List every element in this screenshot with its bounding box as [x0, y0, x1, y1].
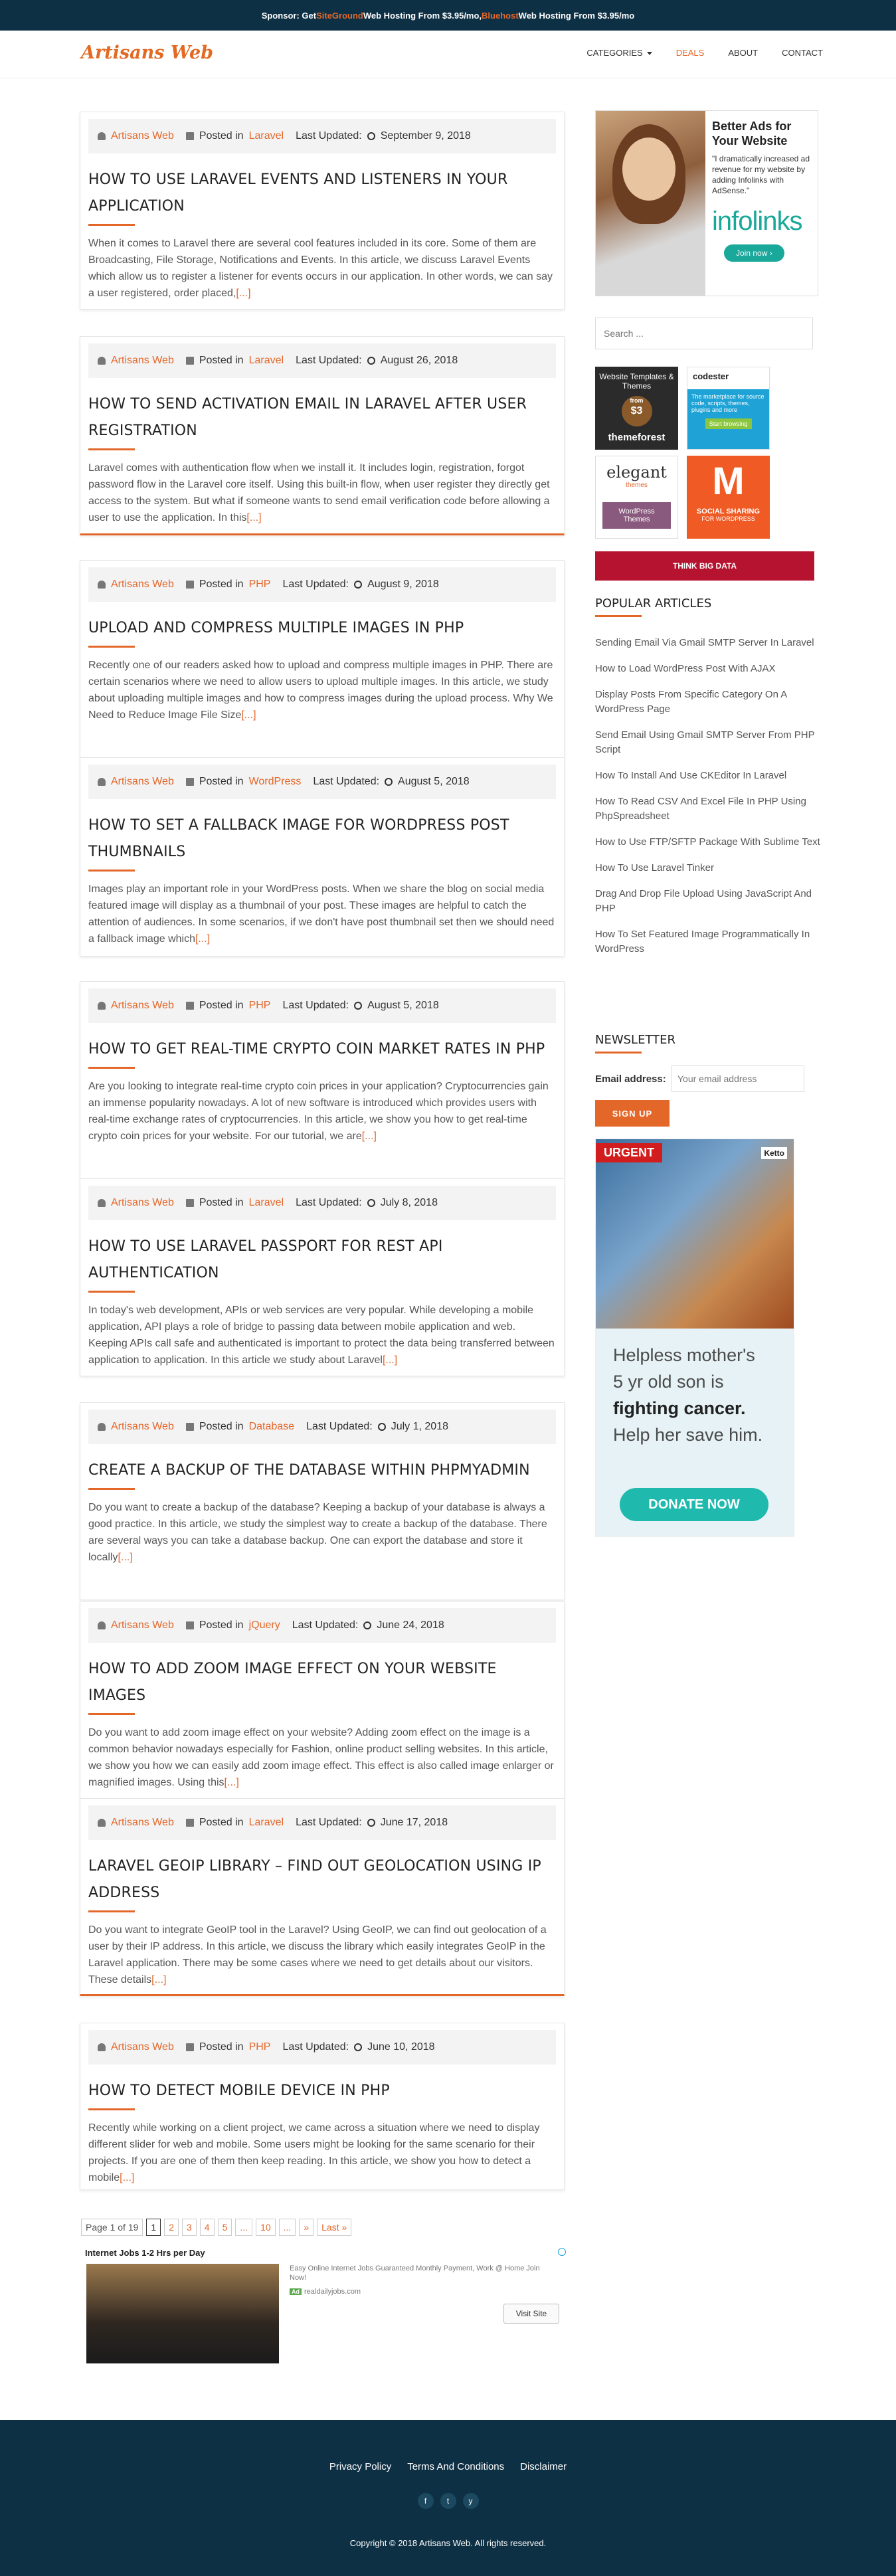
nav-deals[interactable]: DEALS: [675, 48, 705, 58]
post-title[interactable]: UPLOAD AND COMPRESS MULTIPLE IMAGES IN PHP: [88, 620, 464, 636]
post-card: [80, 1798, 565, 1996]
post-meta: [88, 119, 556, 153]
last-updated-label: Last Updated:: [292, 1619, 359, 1631]
sponsor-bar: [0, 0, 896, 31]
post-card: [80, 1601, 565, 1799]
post-date: August 5, 2018: [367, 1000, 439, 1011]
price-coin: [622, 396, 652, 426]
post-meta: [88, 1608, 556, 1643]
post-excerpt-text: Recently while working on a client project, we came across a situation where we need to display different slider for web and mobile. Some users might be looking for the same scenario for their projects. If you are one of them then keep reading. In this article, we show you how to detect a mobile: [88, 2122, 540, 2183]
copyright: Copyright © 2018 Artisans Web. All rights reserved.: [349, 2538, 547, 2548]
page-info: Page 1 of 19: [81, 2219, 143, 2236]
post-meta: [88, 765, 556, 799]
popular-underline: [595, 615, 642, 617]
post-date: July 1, 2018: [391, 1421, 448, 1432]
title-underline: [88, 646, 135, 648]
footer-link-privacy[interactable]: Privacy Policy: [329, 2461, 392, 2472]
ad-quote: "I dramatically increased ad revenue for my website by adding Infolinks with AdSense.": [712, 154, 810, 195]
site-footer: [0, 2420, 896, 2576]
page-link[interactable]: 3: [182, 2219, 197, 2236]
elegant-sub: themes: [626, 482, 648, 489]
nav-categories-label: CATEGORIES: [586, 48, 643, 58]
user-icon: [98, 1423, 106, 1431]
title-underline: [88, 224, 135, 226]
post-author[interactable]: Artisans Web: [111, 130, 174, 141]
post-meta: [88, 2030, 556, 2065]
visit-site-button[interactable]: Visit Site: [503, 2304, 559, 2324]
post-excerpt-text: Are you looking to integrate real-time crypto coin prices in your application? Cryptocurrencies gain an immense popularity nowadays. A lot of new software is introduced which provides users with real-time exchange rates of cryptocurrencies. In this article, we show you how to get real-time crypto coin prices for your website. For our tutorial, we are: [88, 1081, 549, 1142]
title-underline: [88, 2108, 135, 2110]
main-nav: [586, 48, 823, 58]
site-logo[interactable]: Artisans Web: [81, 43, 214, 63]
clock-icon: [378, 1423, 386, 1431]
post-category[interactable]: WordPress: [248, 776, 302, 787]
popular-item[interactable]: Display Posts From Specific Category On A WordPress Page: [595, 689, 787, 715]
site-header: [0, 31, 896, 78]
posted-in-label: Posted in: [199, 355, 244, 366]
popular-item[interactable]: How To Read CSV And Excel File In PHP Using PhpSpreadsheet: [595, 796, 806, 822]
user-icon: [98, 1621, 106, 1629]
popular-item[interactable]: How To Use Laravel Tinker: [595, 862, 714, 874]
post-excerpt: [88, 881, 556, 947]
email-label: Email address:: [595, 1073, 666, 1085]
post-meta: [88, 343, 556, 378]
post-card: [80, 560, 565, 758]
last-updated-label: Last Updated:: [282, 1000, 349, 1011]
post-title[interactable]: HOW TO USE LARAVEL PASSPORT FOR REST API AUTHENTICATION: [88, 1238, 443, 1281]
elegant-tag: WordPress Themes: [602, 502, 671, 529]
popular-item[interactable]: Sending Email Via Gmail SMTP Server In Laravel: [595, 637, 814, 648]
post-card: [80, 336, 565, 535]
read-more-link[interactable]: [...]: [224, 1777, 239, 1788]
social-title: SOCIAL SHARING: [696, 507, 761, 515]
bottom-ad[interactable]: [85, 2248, 566, 2381]
post-title[interactable]: LARAVEL GEOIP LIBRARY – FIND OUT GEOLOCATION USING IP ADDRESS: [88, 1858, 541, 1901]
posted-in-label: Posted in: [199, 579, 244, 590]
posted-in-label: Posted in: [199, 2041, 244, 2053]
posted-in-label: Posted in: [199, 776, 244, 787]
post-title[interactable]: HOW TO USE LARAVEL EVENTS AND LISTENERS IN YOUR APPLICATION: [88, 171, 508, 215]
post-card: [80, 981, 565, 1179]
post-category[interactable]: Laravel: [248, 130, 284, 141]
email-field[interactable]: [672, 1065, 804, 1092]
post-date: June 24, 2018: [377, 1619, 444, 1631]
user-icon: [98, 357, 106, 365]
clock-icon: [367, 1819, 375, 1827]
page-link[interactable]: 10: [256, 2219, 276, 2236]
price-value: $3: [630, 405, 643, 416]
ketto-body: [596, 1329, 794, 1537]
posted-in-label: Posted in: [199, 1421, 244, 1432]
codester-brand: codester: [693, 371, 729, 381]
read-more-link[interactable]: [...]: [195, 933, 211, 945]
clock-icon: [363, 1621, 371, 1629]
infolinks-logo: infolinks: [712, 207, 802, 236]
post-excerpt-text: Images play an important role in your WordPress posts. When we share the blog on social media featured image will display as a thumbnail of your post. These images are helpful to catch the attention of audiences. In some scenarios, if we don't have post thumbnail set then we should need a fallback image which: [88, 883, 555, 945]
themeforest-brand: themeforest: [608, 432, 666, 443]
title-underline: [88, 1713, 135, 1715]
codester-text: The marketplace for source code, scripts, themes, plugins and more: [691, 393, 764, 413]
post-card: [80, 1178, 565, 1376]
post-category[interactable]: Laravel: [248, 355, 284, 366]
donate-now-button[interactable]: DONATE NOW: [620, 1488, 768, 1521]
ad-photo: [596, 111, 705, 296]
clock-icon: [367, 357, 375, 365]
clock-icon: [354, 2043, 362, 2051]
elegant-themes-banner[interactable]: [595, 456, 678, 539]
join-now-button[interactable]: Join now ›: [724, 244, 784, 262]
bigdata-text: THINK BIG DATA: [672, 561, 737, 571]
read-more-link[interactable]: [...]: [151, 1974, 167, 1985]
post-author[interactable]: Artisans Web: [111, 1619, 174, 1631]
bluehost-link[interactable]: Bluehost: [482, 10, 519, 21]
post-excerpt: [88, 460, 556, 526]
post-excerpt: [88, 1724, 556, 1791]
user-icon: [98, 1199, 106, 1207]
social-sub: FOR WORDPRESS: [701, 515, 755, 522]
codester-body: [687, 389, 769, 449]
user-icon: [98, 132, 106, 140]
popular-title: POPULAR ARTICLES: [595, 597, 712, 610]
post-title[interactable]: HOW TO SET A FALLBACK IMAGE FOR WORDPRESS POST THUMBNAILS: [88, 817, 509, 860]
popular-item[interactable]: How to Load WordPress Post With AJAX: [595, 663, 776, 674]
chevron-down-icon: [647, 52, 652, 55]
read-more-link[interactable]: [...]: [246, 512, 262, 523]
posted-in-label: Posted in: [199, 1619, 244, 1631]
bottom-ad-image[interactable]: [86, 2264, 279, 2363]
clock-icon: [367, 1199, 375, 1207]
post-meta: [88, 1186, 556, 1220]
user-icon: [98, 2043, 106, 2051]
read-more-link[interactable]: [...]: [241, 709, 256, 721]
page-last[interactable]: Last »: [317, 2219, 351, 2236]
post-date: July 8, 2018: [380, 1197, 438, 1208]
codester-banner[interactable]: [687, 367, 770, 450]
post-author[interactable]: Artisans Web: [111, 355, 174, 366]
post-date: August 9, 2018: [367, 579, 439, 590]
post-author[interactable]: Artisans Web: [111, 1817, 174, 1828]
read-more-link[interactable]: [...]: [118, 1552, 133, 1563]
newsletter-underline: [595, 1052, 642, 1054]
social-sharing-banner[interactable]: [687, 456, 770, 539]
posted-in-label: Posted in: [199, 1197, 244, 1208]
post-author[interactable]: Artisans Web: [111, 776, 174, 787]
post-category[interactable]: PHP: [248, 1000, 271, 1011]
popular-item[interactable]: Send Email Using Gmail SMTP Server From PHP Script: [595, 729, 815, 755]
folder-icon: [186, 1423, 194, 1431]
last-updated-label: Last Updated:: [282, 579, 349, 590]
post-category[interactable]: Database: [248, 1421, 295, 1432]
infolinks-ad[interactable]: [595, 110, 818, 296]
bigdata-banner[interactable]: [595, 551, 814, 581]
folder-icon: [186, 778, 194, 786]
post-category[interactable]: jQuery: [248, 1619, 280, 1631]
post-excerpt: [88, 1922, 556, 1988]
posted-in-label: Posted in: [199, 1817, 244, 1828]
post-excerpt: [88, 1078, 556, 1145]
footer-link-terms[interactable]: Terms And Conditions: [407, 2461, 505, 2472]
folder-icon: [186, 1819, 194, 1827]
post-date: September 9, 2018: [380, 130, 471, 141]
post-excerpt-text: Recently one of our readers asked how to upload and compress multiple images in PHP. There are certain scenarios where we need to allow users to upload multiple images. In this article, we study about uploading multiple images and how to compress images during the upload process. Why We Need to Reduce Image File Size: [88, 660, 553, 721]
folder-icon: [186, 581, 194, 589]
read-more-link[interactable]: [...]: [236, 288, 251, 299]
user-icon: [98, 1819, 106, 1827]
page-link[interactable]: 5: [218, 2219, 232, 2236]
last-updated-label: Last Updated:: [296, 1817, 362, 1828]
user-icon: [98, 581, 106, 589]
ad-domain: realdailyjobs.com: [304, 2288, 361, 2296]
post-title[interactable]: HOW TO ADD ZOOM IMAGE EFFECT ON YOUR WEBSITE IMAGES: [88, 1661, 497, 1704]
post-excerpt: [88, 657, 556, 723]
ad-photo-face: [622, 138, 675, 201]
post-date: August 26, 2018: [380, 355, 458, 366]
popular-item[interactable]: How To Install And Use CKEditor In Laravel: [595, 770, 787, 781]
bottom-ad-domain: [290, 2288, 361, 2296]
popular-item[interactable]: How to Use FTP/SFTP Package With Sublime Text: [595, 836, 820, 848]
nav-contact[interactable]: CONTACT: [782, 48, 823, 58]
search-input[interactable]: [595, 318, 813, 349]
post-excerpt: [88, 1499, 556, 1566]
page-link-current[interactable]: 1: [146, 2219, 161, 2236]
title-underline: [88, 1067, 135, 1069]
ketto-ad[interactable]: [595, 1139, 794, 1537]
post-date: June 17, 2018: [380, 1817, 448, 1828]
post-excerpt: [88, 2120, 556, 2186]
read-more-link[interactable]: [...]: [361, 1131, 377, 1142]
last-updated-label: Last Updated:: [306, 1421, 373, 1432]
post-date: August 5, 2018: [398, 776, 470, 787]
posted-in-label: Posted in: [199, 130, 244, 141]
post-card: [80, 1402, 565, 1600]
title-underline: [88, 870, 135, 872]
post-excerpt-text: When it comes to Laravel there are several cool features included in its core. Some of them are Broadcasting, File Storage, Notifications and Events. In this article, we discuss Laravel Events which allow us to register a listener for events occurs in our application. In other words, we can say a user registered, order placed,: [88, 238, 553, 299]
sponsor-suffix: Web Hosting From $3.95/mo: [518, 10, 635, 21]
ad-text: [712, 119, 812, 262]
clock-icon: [354, 1002, 362, 1010]
clock-icon: [385, 778, 393, 786]
post-card: [80, 757, 565, 957]
page-link[interactable]: 2: [164, 2219, 179, 2236]
ketto-line: 5 yr old son is: [613, 1372, 724, 1392]
last-updated-label: Last Updated:: [296, 1197, 362, 1208]
user-icon: [98, 1002, 106, 1010]
popular-item[interactable]: How To Set Featured Image Programmatically In WordPress: [595, 929, 810, 955]
post-author[interactable]: Artisans Web: [111, 1197, 174, 1208]
ketto-logo: Ketto: [761, 1147, 787, 1159]
bottom-ad-description: Easy Online Internet Jobs Guaranteed Monthly Payment, Work @ Home Join Now!: [290, 2264, 540, 2282]
post-meta: [88, 1410, 556, 1444]
post-category[interactable]: Laravel: [248, 1197, 284, 1208]
post-title[interactable]: HOW TO DETECT MOBILE DEVICE IN PHP: [88, 2082, 390, 2099]
post-excerpt-text: Do you want to integrate GeoIP tool in the Laravel? Using GeoIP, we can find out geolocation of a user by their IP address. In this article, we discuss the library which easily integrates GeoIP in the Laravel application. There may be some cases where we need to get details about our visitors. These details: [88, 1924, 547, 1985]
post-author[interactable]: Artisans Web: [111, 1421, 174, 1432]
read-more-link[interactable]: [...]: [120, 2172, 135, 2183]
post-title[interactable]: HOW TO SEND ACTIVATION EMAIL IN LARAVEL AFTER USER REGISTRATION: [88, 396, 527, 439]
footer-links: [0, 2461, 896, 2472]
post-excerpt-text: Laravel comes with authentication flow when we install it. It includes login, registration, forgot password flow in the Laravel core itself. Using this built-in flow, when user register they directly get access to the system. But what if someone wants to send email verification code before allowing a user to use the application. In this: [88, 462, 550, 523]
footer-social: [0, 2493, 896, 2509]
newsletter-title: NEWSLETTER: [595, 1033, 676, 1047]
post-meta: [88, 567, 556, 602]
post-title[interactable]: HOW TO GET REAL-TIME CRYPTO COIN MARKET RATES IN PHP: [88, 1041, 545, 1058]
page-next[interactable]: »: [299, 2219, 314, 2236]
urgent-badge: URGENT: [596, 1143, 662, 1162]
folder-icon: [186, 357, 194, 365]
clock-icon: [354, 581, 362, 589]
popular-item[interactable]: Drag And Drop File Upload Using JavaScript And PHP: [595, 888, 812, 914]
price-from: from: [630, 397, 644, 404]
ketto-line: fighting cancer.: [613, 1398, 746, 1418]
ketto-line: Helpless mother's: [613, 1345, 755, 1365]
read-more-link[interactable]: [...]: [382, 1354, 398, 1366]
post-card: [80, 2023, 565, 2190]
footer-link-disclaimer[interactable]: Disclaimer: [520, 2461, 567, 2472]
title-underline: [88, 1291, 135, 1293]
themeforest-top: Website Templates & Themes: [599, 372, 674, 391]
post-excerpt-text: In today's web development, APIs or web services are very popular. While developing a mobile application, API plays a role of bridge to passing data between mobile application and web. Keeping APIs call safe and authenticated is important to protect the data being transferred between application to application. In this article we study about Laravel: [88, 1305, 555, 1366]
page-link[interactable]: 4: [200, 2219, 215, 2236]
clock-icon: [367, 132, 375, 140]
post-category[interactable]: PHP: [248, 579, 271, 590]
ad-label: Ad: [290, 2288, 302, 2295]
post-excerpt-text: Do you want to add zoom image effect on your website? Adding zoom effect on the image is a common behavior nowadays especially for Fashion, online product selling websites. In this article, we show you how we can easily add zoom image effect. This effect is also called image enlarger or magnified images. Using this: [88, 1727, 554, 1788]
siteground-link[interactable]: SiteGround: [316, 10, 363, 21]
adchoices-icon[interactable]: [558, 2248, 566, 2256]
title-underline: [88, 448, 135, 450]
last-updated-label: Last Updated:: [313, 776, 380, 787]
folder-icon: [186, 1002, 194, 1010]
last-updated-label: Last Updated:: [282, 2041, 349, 2053]
post-title[interactable]: CREATE A BACKUP OF THE DATABASE WITHIN PHPMYADMIN: [88, 1462, 530, 1479]
post-excerpt: [88, 1302, 556, 1368]
monarch-icon: M: [712, 460, 745, 503]
post-card: [80, 112, 565, 310]
ad-headline: Better Ads for Your Website: [712, 120, 792, 147]
post-excerpt-text: Do you want to create a backup of the database? Keeping a backup of your database is always a good practice. In this article, we study the simplest way to create a backup of the database. There are several ways you can take a database backup. One can export the database and store it locally: [88, 1502, 547, 1563]
ketto-photo: [596, 1139, 794, 1329]
twitter-icon[interactable]: t: [440, 2493, 456, 2509]
title-underline: [88, 1488, 135, 1490]
nav-categories[interactable]: [586, 48, 652, 58]
post-category[interactable]: Laravel: [248, 1817, 284, 1828]
post-excerpt: [88, 235, 556, 302]
last-updated-label: Last Updated:: [296, 355, 362, 366]
page-ellipsis: ...: [279, 2219, 296, 2236]
sponsor-mid: Web Hosting From $3.95/mo,: [363, 10, 482, 21]
folder-icon: [186, 132, 194, 140]
posted-in-label: Posted in: [199, 1000, 244, 1011]
page-ellipsis: ...: [235, 2219, 252, 2236]
post-author[interactable]: Artisans Web: [111, 1000, 174, 1011]
post-author[interactable]: Artisans Web: [111, 579, 174, 590]
themeforest-banner[interactable]: [595, 367, 678, 450]
post-meta: [88, 1805, 556, 1840]
title-underline: [88, 1910, 135, 1912]
user-icon: [98, 778, 106, 786]
bottom-ad-title[interactable]: Internet Jobs 1-2 Hrs per Day: [85, 2248, 205, 2258]
last-updated-label: Last Updated:: [296, 130, 362, 141]
youtube-icon[interactable]: y: [463, 2493, 479, 2509]
elegant-brand: elegant: [606, 463, 667, 482]
popular-list: [595, 636, 821, 968]
post-meta: [88, 988, 556, 1023]
post-author[interactable]: Artisans Web: [111, 2041, 174, 2053]
sign-up-button[interactable]: SIGN UP: [595, 1100, 670, 1127]
folder-icon: [186, 1199, 194, 1207]
ketto-line: Help her save him.: [613, 1425, 763, 1445]
folder-icon: [186, 1621, 194, 1629]
start-browsing-button[interactable]: Start browsing: [705, 418, 752, 429]
post-category[interactable]: PHP: [248, 2041, 271, 2053]
post-date: June 10, 2018: [367, 2041, 435, 2053]
facebook-icon[interactable]: f: [418, 2493, 434, 2509]
pagination: [81, 2219, 351, 2236]
nav-about[interactable]: ABOUT: [728, 48, 759, 58]
sponsor-prefix: Sponsor: Get: [261, 10, 317, 21]
folder-icon: [186, 2043, 194, 2051]
